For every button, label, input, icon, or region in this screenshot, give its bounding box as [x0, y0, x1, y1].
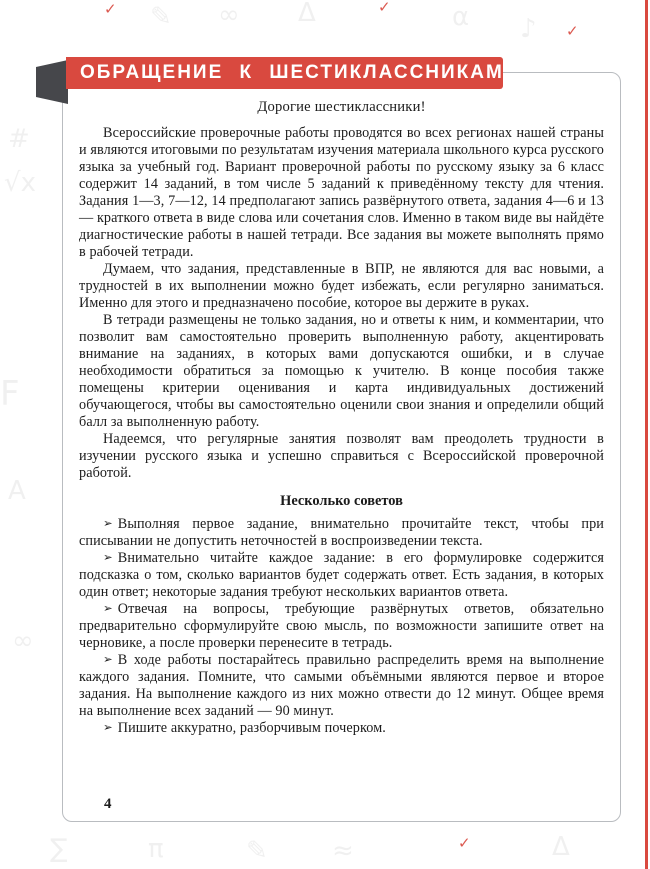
intro-paragraph: Всероссийские проверочные работы проводятся во всех регионах нашей страны и являются итоговыми по результатам изучения материала школьного курса русского языка за учебный год. Вариант проверочной работы по русскому языку за 6 класс содержит 14 заданий, в том числе 5 заданий к приведённому тексту для чтения. Задания 1—3, 7—12, 14 предполагают запись развёрнутого ответа, задания 4—6 и 13 — краткого ответа в виде слова или сочетания слов. Именно в таком виде вы найдёте диагностические работы в нашей тетради. Все задания вы можете выполнять прямо в рабочей тетради. — [79, 125, 604, 260]
note-doodle-icon: ♪ — [520, 14, 537, 44]
advice-item-text: Пишите аккуратно, разборчивым почерком. — [117, 720, 386, 736]
letter-f-doodle-icon: F — [0, 374, 20, 414]
intro-paragraph: В тетради размещены не только задания, но и ответы к ним, и комментарии, что позволит вам самостоятельно проверить выполненную работу, акцентировать внимание на заданиях, в которых вами допускаются ошибки, и в случае необходимости обратиться за помощью к учителю. В конце пособия также помещены критерии оценивания и карта индивидуальных достижений обучающегося, чтобы вы самостоятельно оценили свои знания и определили общий балл за выполненную работу. — [79, 312, 604, 430]
advice-item — [79, 652, 604, 720]
bullet-arrow-icon: ➢ — [103, 652, 113, 666]
advice-item — [79, 601, 604, 652]
check-icon: ✓ — [104, 0, 117, 18]
advice-item — [79, 550, 604, 601]
letter-a-doodle-icon: А — [8, 476, 26, 506]
approx-doodle-icon: ≈ — [332, 836, 354, 866]
delta-doodle-icon: Δ — [552, 832, 570, 862]
grid-doodle-icon: # — [8, 124, 30, 154]
advice-item — [79, 516, 604, 550]
check-icon: ✓ — [458, 834, 471, 852]
intro-paragraph: Надеемся, что регулярные занятия позволят вам преодолеть трудности в изучении русского языка и успешно справиться с Всероссийской проверочной работой. — [79, 431, 604, 481]
check-icon: ✓ — [566, 22, 579, 40]
sigma-doodle-icon: ∑ — [50, 834, 68, 864]
section-header-banner — [66, 57, 503, 89]
alpha-doodle-icon: α — [452, 2, 470, 32]
section-title: ОБРАЩЕНИЕ К ШЕСТИКЛАССНИКАМ — [80, 62, 504, 83]
infinity-doodle-icon: ∞ — [218, 0, 240, 30]
greeting-heading: Дорогие шестиклассники! — [257, 99, 426, 115]
advice-item-text: Отвечая на вопросы, требующие развёрнутых ответов, обязательно предварительно сформулируйте свою мысль, по возможности запишите ответ на черновике, а после проверки перенесите в тетрадь. — [79, 601, 604, 651]
advice-item — [79, 720, 604, 737]
bullet-arrow-icon: ➢ — [103, 720, 113, 734]
advice-item-text: В ходе работы постарайтесь правильно распределить время на выполнение каждого задания. Помните, что самыми объёмными являются первое и второе задания. На выполнение каждого из них можно отвести до 12 минут. Общее время на выполнение всех заданий — 90 минут. — [79, 652, 604, 719]
infinity-doodle-icon: ∞ — [12, 626, 34, 656]
intro-paragraph: Думаем, что задания, представленные в ВПР, не являются для вас новыми, а трудностей в их выполнении можно будет избежать, если регулярно заниматься. Именно для этого и предназначено пособие, которое вы держите в руках. — [79, 261, 604, 311]
page-number: 4 — [104, 796, 112, 812]
advice-heading: Несколько советов — [280, 493, 403, 509]
bullet-arrow-icon: ➢ — [103, 601, 113, 615]
pencil-doodle-icon: ✎ — [150, 2, 172, 32]
pi-doodle-icon: π — [148, 834, 164, 864]
page-edge-line — [645, 0, 648, 869]
bullet-arrow-icon: ➢ — [103, 516, 113, 530]
advice-item-text: Внимательно читайте каждое задание: в его формулировке содержится подсказка о том, сколько вариантов будет содержать ответ. Есть задания, в которых один ответ; некоторые задания требуют нескольких вариантов ответа. — [79, 550, 604, 600]
check-icon: ✓ — [378, 0, 391, 16]
pencil-doodle-icon: ✎ — [246, 836, 268, 866]
delta-doodle-icon: Δ — [298, 0, 316, 28]
bullet-arrow-icon: ➢ — [103, 550, 113, 564]
advice-item-text: Выполняя первое задание, внимательно прочитайте текст, чтобы при списывании не допустить неточностей в воспроизведении текста. — [79, 516, 604, 549]
root-doodle-icon: √x — [4, 168, 36, 198]
content-box — [62, 72, 621, 822]
corner-decoration — [36, 60, 68, 104]
